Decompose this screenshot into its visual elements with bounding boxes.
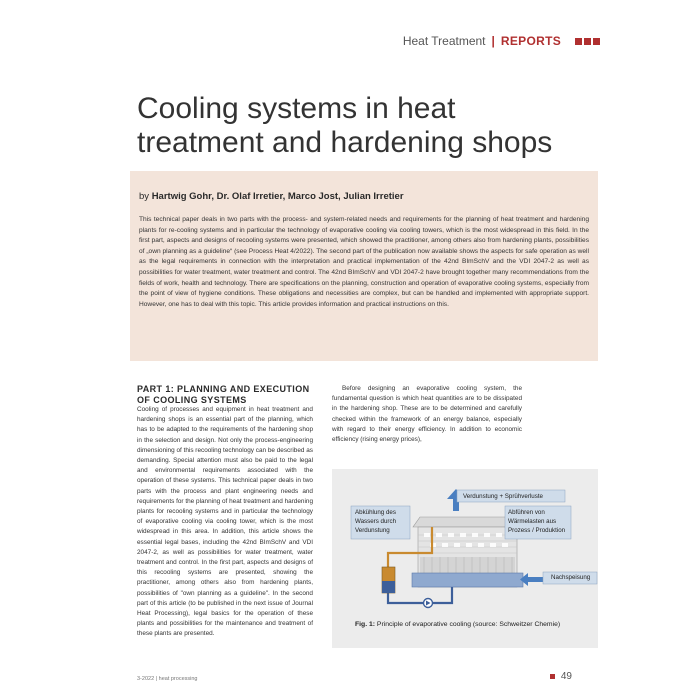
abstract-text: This technical paper deals in two parts with the process- and system-related needs and requirements for the planning of heat treatment and hardening plants for re-cooling systems and in particular the technology of evaporative cooling via cooling towers, which is the most widespread in this field. In the first part, aspects and designs of recooling systems were presented, which showed the practitioner, among others also from hardening plants, possibilities of „own planning as a guideline“ (see Process Heat 4/2022). The second part of the publication now available shows the aspects for safe operation as well as the legal requirements in connection with the interpretation and practical implementation of the 42nd BImSchV and the VDI 2047-2 as well as possibilities for water treatment, water treatment and control. The 42nd BImSchV and VDI 2047-2 have brought together many recommendations from the fields of work, health and technology. There are specifications on the planning, construction and operation of evaporative cooling systems, especially from the point of view of hygiene conditions. These obligations and necessities are complex, but can be handled and implemented with appropriate support. However, one has to deal with this topic. This article provides information and practical instructions on this. [139,216,589,308]
article-title: Cooling systems in heat treatment and hardening shops [137,92,553,159]
header-separator: | [491,34,495,48]
footer-issue-number: 3-2022 [137,676,155,682]
byline [139,191,589,202]
figure-1 [332,469,598,648]
body-text-right: Before designing an evaporative cooling system, the fundamental question is which heat quantities are to be dissipated in the hardening shop. These are to be determined and carefully checked within the framework of an energy balance, especially with regard to their energy efficiency. In addition to economic efficiency (rising energy prices), [332,385,522,444]
abstract-box [130,171,598,361]
right-column [332,384,522,445]
running-header [403,34,600,48]
body-text-left: Cooling of processes and equipment in heat treatment and hardening shops is an essential part of the planning, which has to be adapted to the requirements of the hardening shop in the selection and design. Not only the process-engineering dimensioning of this recooling technology can be described as demanding. Special attention must also be paid to the legal and environmental requirements associated with the operation of these systems. This technical paper deals in two parts with the process and plant engineering needs and requirements for the planning of heat treatment and hardening plants for recooling systems and in particular the technology of evaporative cooling via cooling tower, which is the most widespread in this area. In addition, this article shows the essential legal bases, including the 42nd BImSchV and VDI 2047-2, as well as possibilities for water treatment, water treatment and control. In the first part, aspects and designs of this recooling systems are presented, showing the practitioner, among others also from hardening plants, possibilities of "own planning as a guideline". In the second part of this article (to be published in the next issue of Journal Heat Processing), legal basics for the operation of these plants and possibilities for the maintenance and treatment of these plants are presented. [137,406,313,638]
section-label: Heat Treatment [402,34,486,48]
label-evaporation: Verdunstung + Sprühverluste [463,493,543,500]
part-heading: PART 1: PLANNING AND EXECUTION OF COOLING SYSTEMS [137,384,310,405]
pump-icon [424,599,433,608]
page-square-icon [550,674,555,679]
header-squares-icon [575,38,600,45]
feed-arrow-icon [520,573,543,586]
page-number-block [550,671,572,682]
footer-journal: heat processing [158,676,198,682]
left-column [137,384,313,640]
reports-tag: REPORTS [500,34,561,48]
byline-prefix: by [139,191,150,202]
authors: Hartwig Gohr, Dr. Olaf Irretier, Marco Jost, Julian Irretier [151,191,404,202]
figure-caption [355,621,560,628]
heat-exchanger-icon [382,567,395,593]
label-cooling-by-evaporation: Abkühlung des Wassers durch Verdunstung [355,509,397,534]
footer-issue: 3-2022 | heat processing [137,676,198,682]
page-number: 49 [560,671,572,682]
figure-caption-label: Fig. 1: [355,621,376,628]
figure-caption-text: Principle of evaporative cooling (source: Schweitzer Chemie) [376,621,561,628]
label-makeup-water: Nachspeisung [551,574,591,581]
label-heat-removal: Abführen von Wärmelasten aus Prozess / Produktion [508,509,566,534]
